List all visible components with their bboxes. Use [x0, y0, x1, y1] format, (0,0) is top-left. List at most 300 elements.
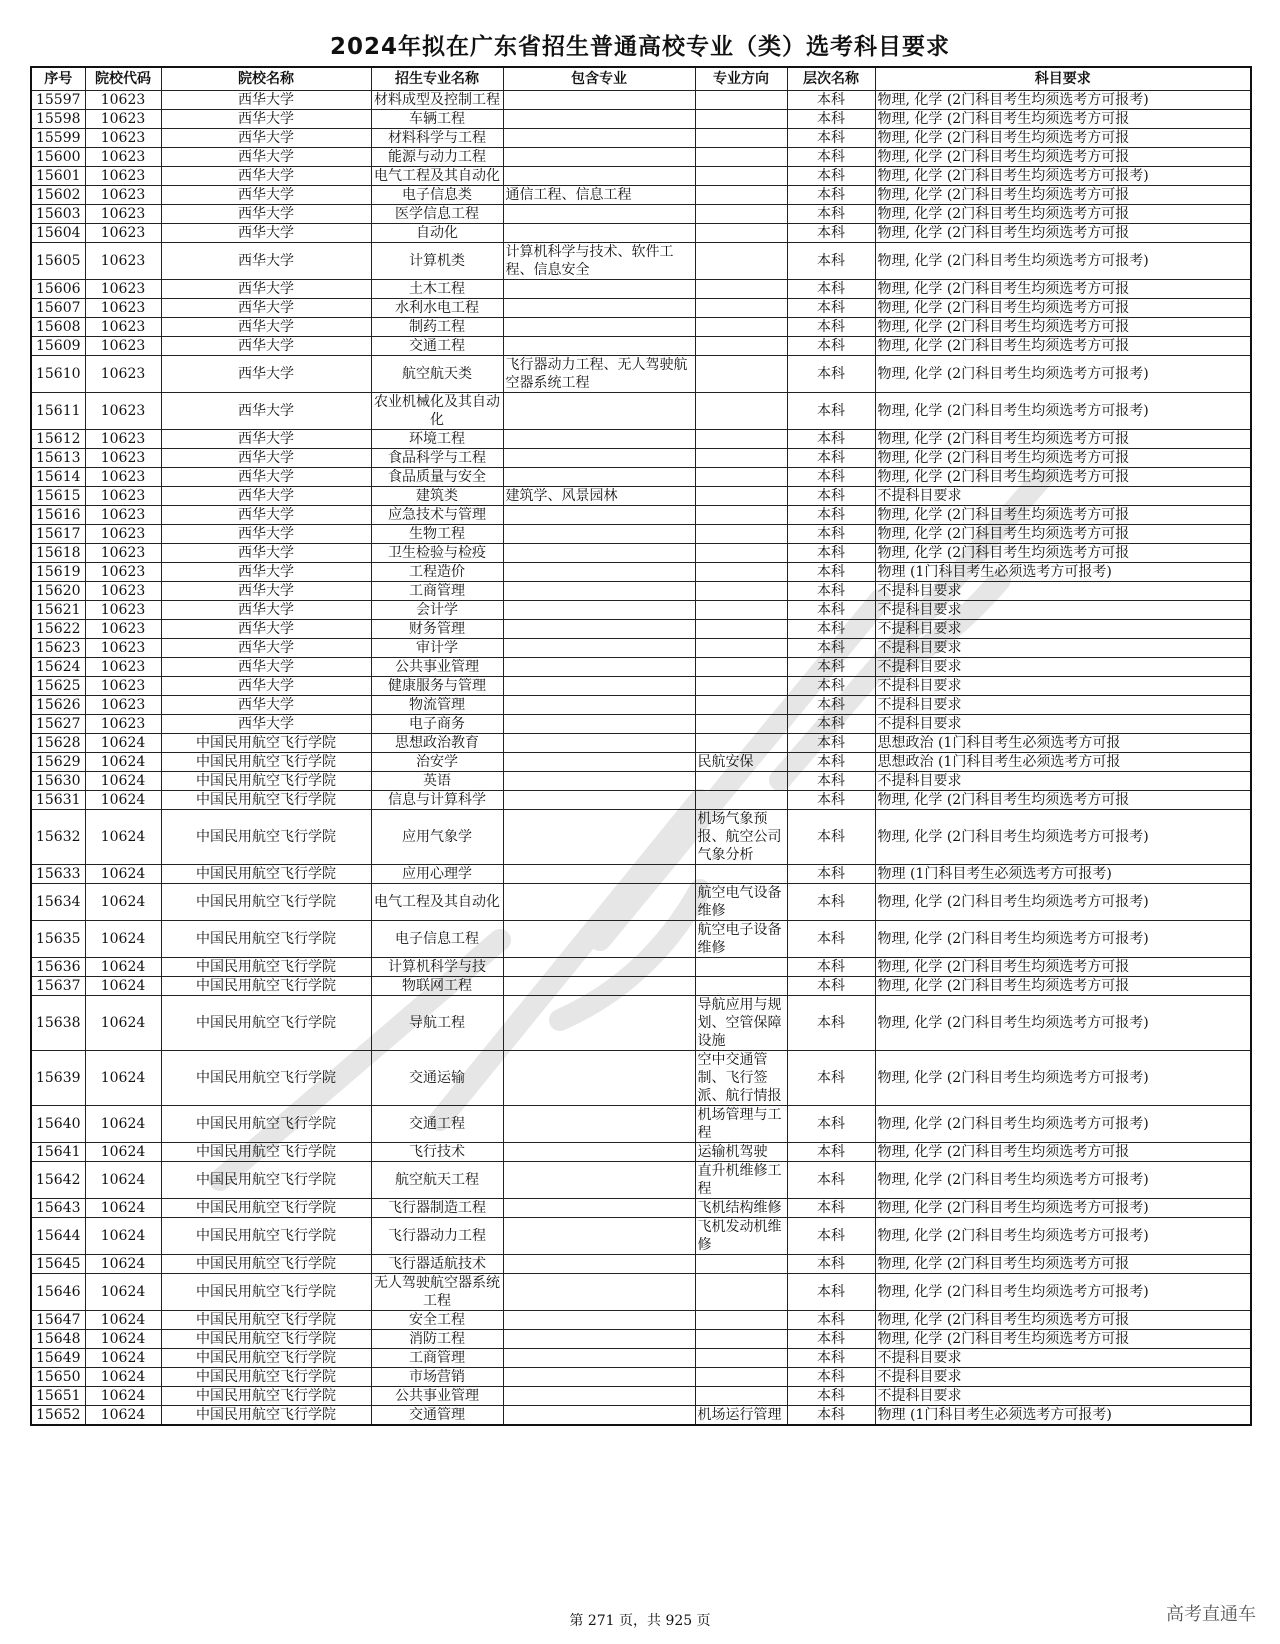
- cell-subject-requirement: 物理, 化学 (2门科目考生均须选考方可报考): [875, 996, 1251, 1051]
- cell-included-majors: [503, 167, 695, 186]
- cell-major-name: 材料科学与工程: [371, 129, 503, 148]
- cell-index: 15652: [31, 1406, 85, 1426]
- cell-index: 15606: [31, 280, 85, 299]
- cell-subject-requirement: 不提科目要求: [875, 1387, 1251, 1406]
- cell-level: 本科: [787, 1274, 875, 1311]
- cell-subject-requirement: 物理 (1门科目考生必须选考方可报考): [875, 1406, 1251, 1426]
- cell-school-code: 10623: [85, 393, 161, 430]
- cell-direction: [695, 1274, 787, 1311]
- cell-included-majors: [503, 393, 695, 430]
- cell-index: 15651: [31, 1387, 85, 1406]
- cell-included-majors: [503, 1162, 695, 1199]
- cell-subject-requirement: 物理, 化学 (2门科目考生均须选考方可报: [875, 977, 1251, 996]
- cell-included-majors: [503, 884, 695, 921]
- cell-school-code: 10624: [85, 1106, 161, 1143]
- cell-direction: [695, 224, 787, 243]
- cell-major-name: 土木工程: [371, 280, 503, 299]
- header-school-name: 院校名称: [161, 67, 371, 91]
- cell-index: 15649: [31, 1349, 85, 1368]
- cell-included-majors: [503, 449, 695, 468]
- cell-level: 本科: [787, 449, 875, 468]
- cell-subject-requirement: 物理, 化学 (2门科目考生均须选考方可报考): [875, 1218, 1251, 1255]
- cell-major-name: 制药工程: [371, 318, 503, 337]
- cell-school-name: 中国民用航空飞行学院: [161, 734, 371, 753]
- cell-school-code: 10624: [85, 1051, 161, 1106]
- cell-index: 15601: [31, 167, 85, 186]
- cell-major-name: 电子信息工程: [371, 921, 503, 958]
- cell-school-name: 西华大学: [161, 129, 371, 148]
- cell-level: 本科: [787, 1330, 875, 1349]
- cell-subject-requirement: 物理, 化学 (2门科目考生均须选考方可报: [875, 791, 1251, 810]
- cell-major-name: 工商管理: [371, 582, 503, 601]
- cell-index: 15635: [31, 921, 85, 958]
- cell-school-code: 10623: [85, 318, 161, 337]
- cell-school-code: 10624: [85, 791, 161, 810]
- cell-index: 15628: [31, 734, 85, 753]
- cell-subject-requirement: 物理 (1门科目考生必须选考方可报考): [875, 563, 1251, 582]
- cell-school-name: 西华大学: [161, 487, 371, 506]
- cell-level: 本科: [787, 582, 875, 601]
- cell-school-name: 西华大学: [161, 430, 371, 449]
- cell-major-name: 飞行技术: [371, 1143, 503, 1162]
- cell-subject-requirement: 物理, 化学 (2门科目考生均须选考方可报: [875, 337, 1251, 356]
- cell-subject-requirement: 不提科目要求: [875, 487, 1251, 506]
- cell-subject-requirement: 不提科目要求: [875, 715, 1251, 734]
- cell-major-name: 计算机类: [371, 243, 503, 280]
- table-row: [31, 449, 1251, 468]
- cell-major-name: 车辆工程: [371, 110, 503, 129]
- cell-included-majors: [503, 1218, 695, 1255]
- cell-level: 本科: [787, 506, 875, 525]
- cell-subject-requirement: 物理, 化学 (2门科目考生均须选考方可报: [875, 205, 1251, 224]
- cell-school-code: 10624: [85, 1349, 161, 1368]
- cell-direction: [695, 601, 787, 620]
- cell-school-name: 中国民用航空飞行学院: [161, 1143, 371, 1162]
- cell-included-majors: [503, 205, 695, 224]
- cell-school-code: 10624: [85, 1162, 161, 1199]
- cell-school-code: 10623: [85, 525, 161, 544]
- cell-major-name: 电气工程及其自动化: [371, 884, 503, 921]
- cell-subject-requirement: 物理, 化学 (2门科目考生均须选考方可报考): [875, 91, 1251, 110]
- cell-school-name: 西华大学: [161, 601, 371, 620]
- cell-subject-requirement: 物理, 化学 (2门科目考生均须选考方可报: [875, 958, 1251, 977]
- cell-subject-requirement: 物理, 化学 (2门科目考生均须选考方可报: [875, 544, 1251, 563]
- cell-included-majors: [503, 1368, 695, 1387]
- table-row: [31, 620, 1251, 639]
- cell-level: 本科: [787, 715, 875, 734]
- cell-index: 15612: [31, 430, 85, 449]
- cell-level: 本科: [787, 1255, 875, 1274]
- cell-school-code: 10623: [85, 696, 161, 715]
- cell-direction: [695, 506, 787, 525]
- cell-direction: [695, 715, 787, 734]
- cell-school-name: 西华大学: [161, 148, 371, 167]
- cell-school-name: 西华大学: [161, 449, 371, 468]
- cell-level: 本科: [787, 1387, 875, 1406]
- cell-level: 本科: [787, 1106, 875, 1143]
- table-row: [31, 753, 1251, 772]
- header-index: 序号: [31, 67, 85, 91]
- cell-major-name: 电气工程及其自动化: [371, 167, 503, 186]
- table-row: [31, 958, 1251, 977]
- page-title: 2024年拟在广东省招生普通高校专业（类）选考科目要求: [329, 34, 950, 60]
- cell-level: 本科: [787, 318, 875, 337]
- cell-level: 本科: [787, 620, 875, 639]
- cell-school-name: 中国民用航空飞行学院: [161, 958, 371, 977]
- cell-school-name: 西华大学: [161, 677, 371, 696]
- table-row: [31, 110, 1251, 129]
- cell-subject-requirement: 物理, 化学 (2门科目考生均须选考方可报: [875, 506, 1251, 525]
- cell-school-code: 10623: [85, 167, 161, 186]
- cell-school-name: 西华大学: [161, 620, 371, 639]
- table-row: [31, 1218, 1251, 1255]
- cell-major-name: 物流管理: [371, 696, 503, 715]
- cell-level: 本科: [787, 996, 875, 1051]
- cell-direction: [695, 205, 787, 224]
- cell-subject-requirement: 物理, 化学 (2门科目考生均须选考方可报: [875, 1255, 1251, 1274]
- cell-direction: [695, 958, 787, 977]
- cell-school-code: 10623: [85, 468, 161, 487]
- cell-school-name: 西华大学: [161, 186, 371, 205]
- cell-included-majors: 飞行器动力工程、无人驾驶航空器系统工程: [503, 356, 695, 393]
- cell-school-name: 中国民用航空飞行学院: [161, 865, 371, 884]
- cell-major-name: 公共事业管理: [371, 658, 503, 677]
- table-row: [31, 1143, 1251, 1162]
- cell-included-majors: 建筑学、风景园林: [503, 487, 695, 506]
- cell-major-name: 环境工程: [371, 430, 503, 449]
- cell-direction: 飞机发动机维修: [695, 1218, 787, 1255]
- cell-index: 15598: [31, 110, 85, 129]
- cell-direction: [695, 696, 787, 715]
- cell-direction: [695, 430, 787, 449]
- cell-school-code: 10623: [85, 299, 161, 318]
- cell-level: 本科: [787, 544, 875, 563]
- cell-subject-requirement: 物理, 化学 (2门科目考生均须选考方可报: [875, 1330, 1251, 1349]
- cell-school-code: 10623: [85, 487, 161, 506]
- cell-included-majors: [503, 318, 695, 337]
- cell-school-code: 10623: [85, 356, 161, 393]
- cell-direction: [695, 487, 787, 506]
- cell-major-name: 公共事业管理: [371, 1387, 503, 1406]
- cell-index: 15607: [31, 299, 85, 318]
- cell-index: 15636: [31, 958, 85, 977]
- cell-major-name: 食品质量与安全: [371, 468, 503, 487]
- cell-included-majors: 通信工程、信息工程: [503, 186, 695, 205]
- cell-direction: [695, 110, 787, 129]
- cell-included-majors: [503, 996, 695, 1051]
- cell-level: 本科: [787, 696, 875, 715]
- cell-index: 15645: [31, 1255, 85, 1274]
- table-row: [31, 772, 1251, 791]
- cell-level: 本科: [787, 110, 875, 129]
- page-footer: 第 271 页，共 925 页: [569, 1613, 711, 1629]
- cell-major-name: 市场营销: [371, 1368, 503, 1387]
- cell-included-majors: 计算机科学与技术、软件工程、信息安全: [503, 243, 695, 280]
- cell-index: 15627: [31, 715, 85, 734]
- cell-index: 15600: [31, 148, 85, 167]
- cell-major-name: 英语: [371, 772, 503, 791]
- table-row: [31, 129, 1251, 148]
- cell-school-code: 10623: [85, 110, 161, 129]
- table-row: [31, 582, 1251, 601]
- cell-school-code: 10623: [85, 224, 161, 243]
- cell-major-name: 消防工程: [371, 1330, 503, 1349]
- cell-index: 15615: [31, 487, 85, 506]
- cell-major-name: 物联网工程: [371, 977, 503, 996]
- cell-direction: 机场气象预报、航空公司气象分析: [695, 810, 787, 865]
- table-row: [31, 1311, 1251, 1330]
- cell-direction: [695, 468, 787, 487]
- cell-school-code: 10623: [85, 506, 161, 525]
- cell-school-name: 西华大学: [161, 563, 371, 582]
- cell-subject-requirement: 物理, 化学 (2门科目考生均须选考方可报考): [875, 393, 1251, 430]
- cell-school-name: 中国民用航空飞行学院: [161, 753, 371, 772]
- cell-major-name: 航空航天类: [371, 356, 503, 393]
- table-row: [31, 1368, 1251, 1387]
- cell-level: 本科: [787, 1051, 875, 1106]
- cell-included-majors: [503, 791, 695, 810]
- cell-index: 15643: [31, 1199, 85, 1218]
- cell-major-name: 导航工程: [371, 996, 503, 1051]
- cell-index: 15646: [31, 1274, 85, 1311]
- cell-major-name: 食品科学与工程: [371, 449, 503, 468]
- cell-school-code: 10624: [85, 1311, 161, 1330]
- cell-subject-requirement: 不提科目要求: [875, 1368, 1251, 1387]
- cell-direction: 机场管理与工程: [695, 1106, 787, 1143]
- cell-direction: [695, 525, 787, 544]
- cell-school-name: 西华大学: [161, 280, 371, 299]
- cell-subject-requirement: 物理, 化学 (2门科目考生均须选考方可报: [875, 129, 1251, 148]
- header-major-name: 招生专业名称: [371, 67, 503, 91]
- cell-school-code: 10624: [85, 958, 161, 977]
- cell-included-majors: [503, 337, 695, 356]
- cell-major-name: 治安学: [371, 753, 503, 772]
- cell-index: 15638: [31, 996, 85, 1051]
- cell-direction: 机场运行管理: [695, 1406, 787, 1426]
- table-row: [31, 487, 1251, 506]
- cell-school-code: 10624: [85, 1218, 161, 1255]
- table-row: [31, 865, 1251, 884]
- cell-subject-requirement: 物理, 化学 (2门科目考生均须选考方可报: [875, 318, 1251, 337]
- cell-school-name: 中国民用航空飞行学院: [161, 1330, 371, 1349]
- cell-school-code: 10624: [85, 1330, 161, 1349]
- cell-direction: 航空电气设备维修: [695, 884, 787, 921]
- table-body: [31, 91, 1251, 1426]
- cell-major-name: 工商管理: [371, 1349, 503, 1368]
- cell-included-majors: [503, 715, 695, 734]
- cell-major-name: 水利水电工程: [371, 299, 503, 318]
- cell-direction: [695, 1349, 787, 1368]
- cell-level: 本科: [787, 337, 875, 356]
- cell-school-code: 10624: [85, 734, 161, 753]
- cell-school-name: 中国民用航空飞行学院: [161, 1349, 371, 1368]
- cell-subject-requirement: 思想政治 (1门科目考生必须选考方可报: [875, 753, 1251, 772]
- cell-direction: [695, 639, 787, 658]
- cell-school-name: 中国民用航空飞行学院: [161, 1387, 371, 1406]
- table-row: [31, 1406, 1251, 1426]
- table-row: [31, 468, 1251, 487]
- cell-index: 15613: [31, 449, 85, 468]
- cell-major-name: 建筑类: [371, 487, 503, 506]
- cell-school-code: 10624: [85, 1143, 161, 1162]
- cell-index: 15641: [31, 1143, 85, 1162]
- cell-included-majors: [503, 129, 695, 148]
- cell-school-name: 西华大学: [161, 658, 371, 677]
- cell-included-majors: [503, 110, 695, 129]
- cell-school-code: 10623: [85, 677, 161, 696]
- cell-school-code: 10623: [85, 430, 161, 449]
- cell-level: 本科: [787, 958, 875, 977]
- header-level: 层次名称: [787, 67, 875, 91]
- cell-subject-requirement: 物理, 化学 (2门科目考生均须选考方可报: [875, 299, 1251, 318]
- cell-direction: 运输机驾驶: [695, 1143, 787, 1162]
- cell-level: 本科: [787, 1143, 875, 1162]
- cell-included-majors: [503, 639, 695, 658]
- cell-index: 15604: [31, 224, 85, 243]
- cell-subject-requirement: 物理, 化学 (2门科目考生均须选考方可报考): [875, 884, 1251, 921]
- cell-direction: [695, 563, 787, 582]
- cell-school-code: 10624: [85, 865, 161, 884]
- cell-direction: [695, 129, 787, 148]
- header-included-majors: 包含专业: [503, 67, 695, 91]
- cell-index: 15605: [31, 243, 85, 280]
- table-row: [31, 1330, 1251, 1349]
- cell-included-majors: [503, 430, 695, 449]
- cell-subject-requirement: 物理, 化学 (2门科目考生均须选考方可报: [875, 449, 1251, 468]
- cell-subject-requirement: 不提科目要求: [875, 1349, 1251, 1368]
- cell-direction: 飞机结构维修: [695, 1199, 787, 1218]
- cell-subject-requirement: 物理, 化学 (2门科目考生均须选考方可报考): [875, 1106, 1251, 1143]
- cell-index: 15617: [31, 525, 85, 544]
- cell-level: 本科: [787, 1406, 875, 1426]
- cell-major-name: 材料成型及控制工程: [371, 91, 503, 110]
- cell-major-name: 应用气象学: [371, 810, 503, 865]
- cell-direction: [695, 620, 787, 639]
- table-row: [31, 601, 1251, 620]
- cell-school-code: 10623: [85, 129, 161, 148]
- cell-included-majors: [503, 921, 695, 958]
- cell-major-name: 飞行器适航技术: [371, 1255, 503, 1274]
- table-row: [31, 525, 1251, 544]
- table-row: [31, 318, 1251, 337]
- cell-major-name: 应用心理学: [371, 865, 503, 884]
- cell-subject-requirement: 物理, 化学 (2门科目考生均须选考方可报: [875, 525, 1251, 544]
- cell-included-majors: [503, 525, 695, 544]
- cell-major-name: 能源与动力工程: [371, 148, 503, 167]
- cell-included-majors: [503, 299, 695, 318]
- cell-included-majors: [503, 544, 695, 563]
- cell-school-name: 西华大学: [161, 506, 371, 525]
- cell-school-code: 10623: [85, 205, 161, 224]
- cell-direction: [695, 91, 787, 110]
- cell-level: 本科: [787, 921, 875, 958]
- cell-included-majors: [503, 1255, 695, 1274]
- cell-school-name: 中国民用航空飞行学院: [161, 791, 371, 810]
- cell-included-majors: [503, 1349, 695, 1368]
- cell-school-name: 中国民用航空飞行学院: [161, 1368, 371, 1387]
- cell-included-majors: [503, 810, 695, 865]
- cell-direction: 直升机维修工程: [695, 1162, 787, 1199]
- cell-included-majors: [503, 280, 695, 299]
- cell-subject-requirement: 物理, 化学 (2门科目考生均须选考方可报: [875, 280, 1251, 299]
- cell-school-name: 西华大学: [161, 525, 371, 544]
- cell-school-name: 西华大学: [161, 299, 371, 318]
- cell-subject-requirement: 不提科目要求: [875, 677, 1251, 696]
- table-row: [31, 921, 1251, 958]
- cell-subject-requirement: 物理, 化学 (2门科目考生均须选考方可报考): [875, 356, 1251, 393]
- table-row: [31, 884, 1251, 921]
- cell-major-name: 信息与计算科学: [371, 791, 503, 810]
- cell-level: 本科: [787, 186, 875, 205]
- cell-included-majors: [503, 1143, 695, 1162]
- cell-direction: 民航安保: [695, 753, 787, 772]
- cell-school-code: 10624: [85, 921, 161, 958]
- cell-included-majors: [503, 148, 695, 167]
- cell-included-majors: [503, 1330, 695, 1349]
- cell-level: 本科: [787, 1349, 875, 1368]
- cell-direction: [695, 148, 787, 167]
- cell-direction: 空中交通管制、飞行签派、航行情报: [695, 1051, 787, 1106]
- cell-included-majors: [503, 582, 695, 601]
- cell-school-name: 中国民用航空飞行学院: [161, 772, 371, 791]
- header-direction: 专业方向: [695, 67, 787, 91]
- cell-level: 本科: [787, 205, 875, 224]
- cell-school-name: 西华大学: [161, 91, 371, 110]
- cell-major-name: 自动化: [371, 224, 503, 243]
- cell-school-name: 中国民用航空飞行学院: [161, 1162, 371, 1199]
- cell-subject-requirement: 物理, 化学 (2门科目考生均须选考方可报: [875, 110, 1251, 129]
- cell-index: 15624: [31, 658, 85, 677]
- cell-index: 15623: [31, 639, 85, 658]
- cell-included-majors: [503, 865, 695, 884]
- cell-school-code: 10623: [85, 620, 161, 639]
- table-row: [31, 563, 1251, 582]
- cell-direction: [695, 1368, 787, 1387]
- cell-school-code: 10624: [85, 1406, 161, 1426]
- cell-level: 本科: [787, 810, 875, 865]
- cell-subject-requirement: 物理, 化学 (2门科目考生均须选考方可报考): [875, 1199, 1251, 1218]
- cell-subject-requirement: 物理, 化学 (2门科目考生均须选考方可报: [875, 224, 1251, 243]
- cell-subject-requirement: 思想政治 (1门科目考生必须选考方可报: [875, 734, 1251, 753]
- cell-direction: [695, 1255, 787, 1274]
- cell-level: 本科: [787, 243, 875, 280]
- cell-subject-requirement: 不提科目要求: [875, 658, 1251, 677]
- cell-direction: [695, 772, 787, 791]
- cell-included-majors: [503, 506, 695, 525]
- table-row: [31, 1106, 1251, 1143]
- table-row: [31, 91, 1251, 110]
- cell-school-code: 10624: [85, 1387, 161, 1406]
- cell-included-majors: [503, 658, 695, 677]
- cell-major-name: 卫生检验与检疫: [371, 544, 503, 563]
- cell-school-code: 10624: [85, 753, 161, 772]
- cell-school-name: 中国民用航空飞行学院: [161, 1199, 371, 1218]
- cell-level: 本科: [787, 734, 875, 753]
- cell-index: 15634: [31, 884, 85, 921]
- cell-school-name: 中国民用航空飞行学院: [161, 977, 371, 996]
- cell-major-name: 应急技术与管理: [371, 506, 503, 525]
- cell-included-majors: [503, 1406, 695, 1426]
- cell-included-majors: [503, 1106, 695, 1143]
- cell-school-name: 中国民用航空飞行学院: [161, 884, 371, 921]
- table-row: [31, 243, 1251, 280]
- cell-index: 15650: [31, 1368, 85, 1387]
- cell-level: 本科: [787, 487, 875, 506]
- cell-index: 15620: [31, 582, 85, 601]
- cell-included-majors: [503, 734, 695, 753]
- cell-school-name: 西华大学: [161, 393, 371, 430]
- cell-included-majors: [503, 958, 695, 977]
